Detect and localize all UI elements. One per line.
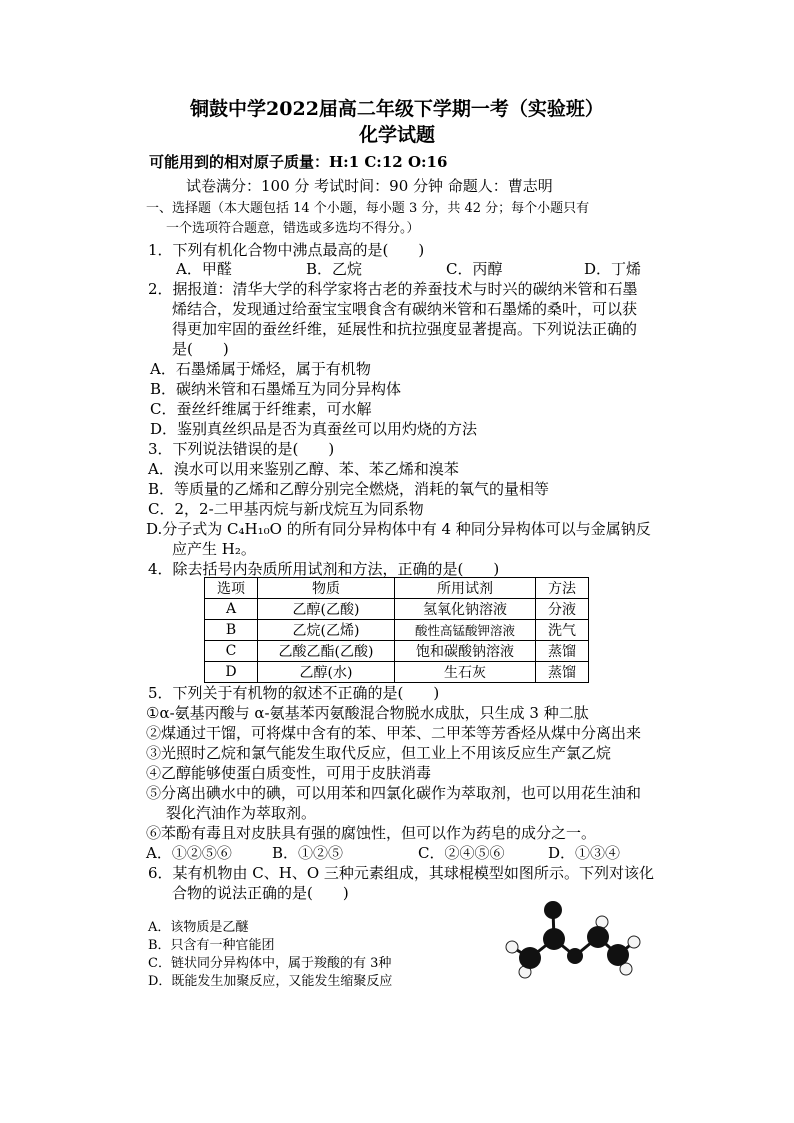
q6-stem-2: 合物的说法正确的是( )	[172, 884, 349, 902]
q4-table	[204, 577, 589, 683]
section-heading-cont: 一个选项符合题意，错选或多选均不得分。）	[166, 221, 420, 236]
header-cell: 方法	[536, 578, 589, 599]
q2-option-d: D．鉴别真丝织品是否为真蚕丝可以用灼烧的方法	[150, 420, 478, 438]
q5-option-b: B．①②⑤	[272, 844, 344, 862]
q2-option-b: B．碳纳米管和石墨烯互为同分异构体	[150, 380, 402, 398]
q1-option-b: B．乙烷	[306, 260, 363, 278]
carbon-atom	[607, 944, 629, 966]
table-cell: A	[205, 599, 258, 620]
table-row	[205, 662, 589, 683]
section-heading: 一、选择题（本大题包括 14 个小题，每小题 3 分，共 42 分；每个小题只有	[146, 201, 590, 216]
ball-and-stick-model	[500, 900, 650, 980]
carbon-atom	[567, 948, 583, 964]
q5-option-c: C．②④⑤⑥	[418, 844, 505, 862]
q3-option-d: D.分子式为 C₄H₁₀O 的所有同分异构体中有 4 种同分异构体可以与金属钠反	[146, 520, 651, 538]
table-row	[205, 599, 589, 620]
q3-option-d-cont: 应产生 H₂。	[172, 540, 256, 558]
header-cell: 选项	[205, 578, 258, 599]
exam-subtitle: 化学试题	[358, 124, 435, 146]
atomic-mass-line: 可能用到的相对原子质量：H:1 C:12 O:16	[149, 153, 448, 171]
q3-stem: 3．下列说法错误的是( )	[148, 440, 335, 458]
table-row	[205, 620, 589, 641]
table-cell: 乙醇(乙酸)	[258, 599, 395, 620]
q5-item-4: ④乙醇能够使蛋白质变性，可用于皮肤消毒	[146, 764, 432, 782]
q5-item-5: ⑤分离出碘水中的碘，可以用苯和四氯化碳作为萃取剂，也可以用花生油和	[146, 784, 642, 802]
q6-stem-1: 6．某有机物由 C、H、O 三种元素组成，其球棍模型如图所示。下列对该化	[148, 864, 654, 882]
exam-info-line: 试卷满分：100 分 考试时间：90 分钟 命题人：曹志明	[186, 177, 553, 195]
q2-option-c: C．蚕丝纤维属于纤维素，可水解	[150, 400, 372, 418]
table-cell: 乙烷(乙烯)	[258, 620, 395, 641]
q1-stem: 1．下列有机化合物中沸点最高的是( )	[148, 241, 425, 259]
table-cell: C	[205, 641, 258, 662]
q2-option-a: A．石墨烯属于烯烃，属于有机物	[150, 360, 371, 378]
table-cell: 氢氧化钠溶液	[395, 599, 536, 620]
table-cell: 生石灰	[395, 662, 536, 683]
oxygen-atom	[544, 901, 562, 919]
q6-option-b: B．只含有一种官能团	[148, 938, 275, 953]
table-cell: D	[205, 662, 258, 683]
table-cell: 分液	[536, 599, 589, 620]
hydrogen-atom	[628, 936, 640, 948]
carbon-atom	[587, 926, 609, 948]
q1-option-c: C．丙醇	[446, 260, 503, 278]
table-row	[205, 641, 589, 662]
hydrogen-atom	[506, 941, 518, 953]
q1-option-a: A．甲醛	[176, 260, 232, 278]
q2-stem-1: 2．据报道：清华大学的科学家将古老的养蚕技术与时兴的碳纳米管和石墨	[148, 280, 638, 298]
q5-item-1: ①α-氨基丙酸与 α-氨基苯丙氨酸混合物脱水成肽，只生成 3 种二肽	[146, 704, 589, 722]
table-cell: 洗气	[536, 620, 589, 641]
q6-option-a: A．该物质是乙醚	[148, 920, 249, 935]
q5-item-3: ③光照时乙烷和氯气能发生取代反应，但工业上不用该反应生产氯乙烷	[146, 744, 612, 762]
table-cell: 乙酸乙酯(乙酸)	[258, 641, 395, 662]
carbon-atom	[543, 928, 565, 950]
q6-option-c: C．链状同分异构体中，属于羧酸的有 3种	[148, 956, 392, 971]
table-cell: B	[205, 620, 258, 641]
table-cell: 饱和碳酸钠溶液	[395, 641, 536, 662]
q2-stem-3: 得更加牢固的蚕丝纤维，延展性和抗拉强度显著提高。下列说法正确的	[172, 320, 638, 338]
table-cell: 乙醇(水)	[258, 662, 395, 683]
q5-stem: 5．下列关于有机物的叙述不正确的是( )	[148, 684, 440, 702]
table-cell: 蒸馏	[536, 662, 589, 683]
table-header-row	[205, 578, 589, 599]
exam-title: 铜鼓中学2022届高二年级下学期一考（实验班）	[190, 98, 604, 120]
q6-option-d: D．既能发生加聚反应，又能发生缩聚反应	[148, 974, 393, 989]
header-cell: 物质	[258, 578, 395, 599]
q5-item-6: ⑥苯酚有毒且对皮肤具有强的腐蚀性，但可以作为药皂的成分之一。	[146, 824, 597, 842]
q3-option-c: C．2，2-二甲基丙烷与新戊烷互为同系物	[148, 500, 424, 518]
q2-stem-2: 烯结合，发现通过给蚕宝宝喂食含有碳纳米管和石墨烯的桑叶，可以获	[172, 300, 638, 318]
table-cell: 蒸馏	[536, 641, 589, 662]
carbon-atom	[519, 947, 541, 969]
q5-option-d: D．①③④	[548, 844, 621, 862]
q2-stem-4: 是( )	[172, 340, 229, 358]
q4-stem: 4．除去括号内杂质所用试剂和方法，正确的是( )	[148, 560, 500, 578]
q3-option-a: A．溴水可以用来鉴别乙醇、苯、苯乙烯和溴苯	[148, 460, 459, 478]
q3-option-b: B．等质量的乙烯和乙醇分别完全燃烧，消耗的氧气的量相等	[148, 480, 550, 498]
q5-item-5-cont: 裂化汽油作为萃取剂。	[166, 804, 317, 822]
header-cell: 所用试剂	[395, 578, 536, 599]
q1-option-d: D．丁烯	[584, 260, 642, 278]
q5-item-2: ②煤通过干馏，可将煤中含有的苯、甲苯、二甲苯等芳香烃从煤中分离出来	[146, 724, 642, 742]
table-cell: 酸性高锰酸钾溶液	[395, 620, 536, 641]
q5-option-a: A．①②⑤⑥	[146, 844, 232, 862]
